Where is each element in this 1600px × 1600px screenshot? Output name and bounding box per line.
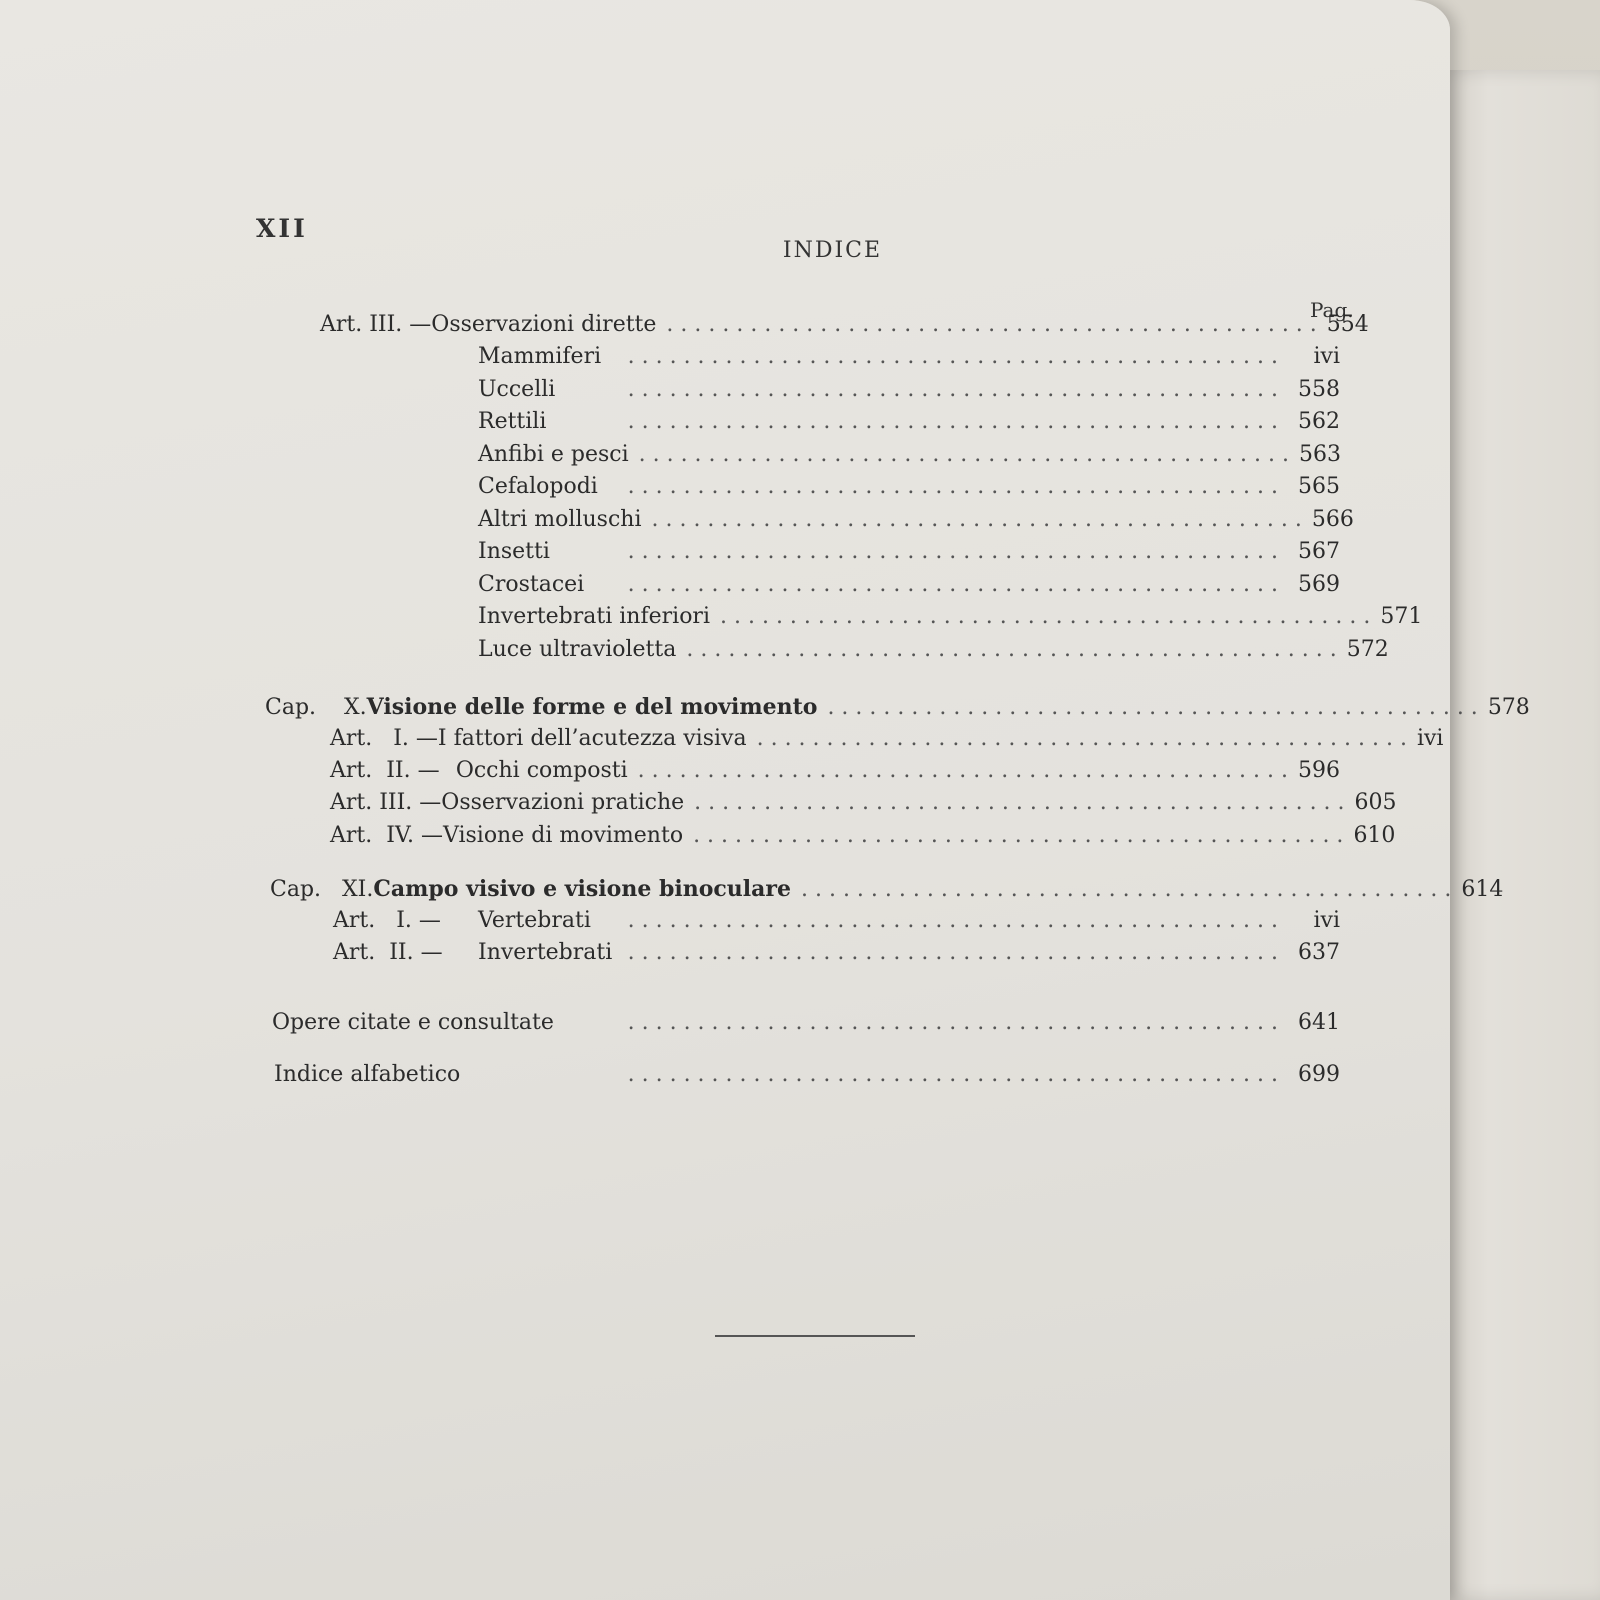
toc-entry-page: 596 (1298, 758, 1340, 783)
dot-leader: . . . . . . . . . . . . . . . . . . . . . . . . . . . . . . . . . . . . . . . . . . . . . . . (627, 908, 1278, 933)
toc-entry-title: Osservazioni dirette (431, 312, 657, 337)
dot-leader: . . . . . . . . . . . . . . . . . . . . . . . . . . . . . . . . . . . . . . . . . . . . . . . (686, 637, 1337, 662)
toc-entry-title: Uccelli (478, 377, 556, 402)
toc-entry-page: ivi (1313, 344, 1340, 369)
toc-entry-subsection (478, 539, 1340, 569)
toc-entry-prefix: Art. I. — (330, 726, 438, 751)
toc-entry-title: Opere citate e consultate (272, 1010, 554, 1035)
toc-entry-prefix: Cap. X. (265, 695, 367, 720)
toc-entry-subsection (478, 604, 1423, 634)
toc-entry-page: 699 (1298, 1062, 1340, 1087)
toc-entry-title: Cefalopodi (478, 474, 598, 499)
toc-entry-title: Crostacei (478, 572, 585, 597)
toc-entry-page: 566 (1311, 507, 1354, 532)
toc-entry-backmatter (272, 1010, 1340, 1040)
dot-leader: . . . . . . . . . . . . . . . . . . . . . . . . . . . . . . . . . . . . . . . . . . . . . . . (666, 312, 1317, 337)
end-rule (715, 1335, 915, 1337)
toc-entry-chapter (265, 694, 1530, 724)
dot-leader: . . . . . . . . . . . . . . . . . . . . . . . . . . . . . . . . . . . . . . . . . . . . . . . (827, 695, 1478, 720)
dot-leader: . . . . . . . . . . . . . . . . . . . . . . . . . . . . . . . . . . . . . . . . . . . . . . . (720, 604, 1371, 629)
toc-entry-subsection (478, 409, 1340, 439)
toc-entry-title: Luce ultravioletta (478, 637, 677, 662)
toc-entry-article (330, 790, 1397, 820)
toc-entry-page: 562 (1298, 409, 1340, 434)
dot-leader: . . . . . . . . . . . . . . . . . . . . . . . . . . . . . . . . . . . . . . . . . . . . . . . (627, 474, 1278, 499)
dot-leader: . . . . . . . . . . . . . . . . . . . . . . . . . . . . . . . . . . . . . . . . . . . . . . . (627, 1062, 1278, 1087)
toc-entry-title: Occhi composti (455, 758, 628, 783)
dot-leader: . . . . . . . . . . . . . . . . . . . . . . . . . . . . . . . . . . . . . . . . . . . . . . . (756, 726, 1407, 751)
dot-leader: . . . . . . . . . . . . . . . . . . . . . . . . . . . . . . . . . . . . . . . . . . . . . . . (627, 344, 1278, 369)
toc-entry-page: 554 (1326, 312, 1369, 337)
dot-leader: . . . . . . . . . . . . . . . . . . . . . . . . . . . . . . . . . . . . . . . . . . . . . . . (627, 1010, 1278, 1035)
toc-entry-article (333, 908, 1340, 938)
dot-leader: . . . . . . . . . . . . . . . . . . . . . . . . . . . . . . . . . . . . . . . . . . . . . . . (638, 442, 1289, 467)
toc-entry-prefix: Art. III. — (330, 790, 442, 815)
toc-entry-title: Vertebrati (478, 908, 591, 933)
dot-leader: . . . . . . . . . . . . . . . . . . . . . . . . . . . . . . . . . . . . . . . . . . . . . . . (637, 758, 1288, 783)
toc-entry-page: 558 (1298, 377, 1340, 402)
toc-entry-article (330, 758, 1340, 788)
running-head: INDICE (782, 238, 883, 263)
toc-entry-title: Insetti (478, 539, 550, 564)
toc-entry-article (320, 312, 1369, 342)
toc-entry-page: 578 (1487, 695, 1530, 720)
toc-entry-prefix: Art. II. — (333, 940, 443, 965)
toc-entry-page: 614 (1461, 877, 1504, 902)
toc-entry-page: ivi (1313, 908, 1340, 933)
toc-entry-subsection (478, 377, 1340, 407)
dot-leader: . . . . . . . . . . . . . . . . . . . . . . . . . . . . . . . . . . . . . . . . . . . . . . . (627, 377, 1278, 402)
toc-entry-page: 572 (1346, 637, 1389, 662)
toc-entry-subsection (478, 474, 1340, 504)
toc-entry-subsection (478, 507, 1354, 537)
toc-entry-page: 637 (1298, 940, 1340, 965)
dot-leader: . . . . . . . . . . . . . . . . . . . . . . . . . . . . . . . . . . . . . . . . . . . . . . . (694, 790, 1345, 815)
toc-entry-prefix: Art. I. — (333, 908, 441, 933)
toc-entry-title: Campo visivo e visione binoculare (373, 876, 791, 902)
toc-entry-page: 610 (1353, 823, 1396, 848)
toc-entry-page: 563 (1298, 442, 1341, 467)
toc-entry-page: 565 (1298, 474, 1340, 499)
toc-entry-title: Indice alfabetico (274, 1062, 461, 1087)
toc-entry-page: 641 (1298, 1010, 1340, 1035)
toc-entry-page: 571 (1380, 604, 1423, 629)
toc-entry-title: Invertebrati inferiori (478, 604, 710, 629)
dot-leader: . . . . . . . . . . . . . . . . . . . . . . . . . . . . . . . . . . . . . . . . . . . . . . . (627, 572, 1278, 597)
toc-entry-title: Osservazioni pratiche (441, 790, 685, 815)
toc-entry-subsection (478, 344, 1340, 374)
toc-entry-page: ivi (1416, 726, 1444, 751)
page-number: XII (256, 214, 308, 243)
toc-entry-subsection (478, 572, 1340, 602)
toc-entry-title: I fattori dell’acutezza visiva (437, 726, 747, 751)
toc-entry-prefix: Art. II. — (330, 758, 440, 783)
toc-entry-title: Visione di movimento (442, 823, 684, 848)
toc-entry-prefix: Art. IV. — (330, 823, 443, 848)
dot-leader: . . . . . . . . . . . . . . . . . . . . . . . . . . . . . . . . . . . . . . . . . . . . . . . (627, 539, 1278, 564)
dot-leader: . . . . . . . . . . . . . . . . . . . . . . . . . . . . . . . . . . . . . . . . . . . . . . . (627, 409, 1278, 434)
toc-entry-title: Anfibi e pesci (478, 442, 629, 467)
toc-entry-page: 569 (1298, 572, 1340, 597)
page-column-label: Pag. (1310, 298, 1354, 322)
dot-leader: . . . . . . . . . . . . . . . . . . . . . . . . . . . . . . . . . . . . . . . . . . . . . . . (651, 507, 1302, 532)
toc-entry-article (330, 823, 1396, 853)
dot-leader: . . . . . . . . . . . . . . . . . . . . . . . . . . . . . . . . . . . . . . . . . . . . . . . (693, 823, 1344, 848)
toc-entry-article (333, 940, 1340, 970)
toc-entry-chapter (270, 876, 1504, 906)
toc-entry-subsection (478, 637, 1389, 667)
toc-entry-page: 605 (1354, 790, 1397, 815)
toc-entry-title: Visione delle forme e del movimento (366, 694, 818, 720)
toc-entry-prefix: Art. III. — (320, 312, 432, 337)
toc-entry-subsection (478, 442, 1340, 472)
toc-entry-page: 567 (1298, 539, 1340, 564)
toc-entry-title: Mammiferi (478, 344, 602, 369)
toc-entry-backmatter (274, 1062, 1340, 1092)
toc-entry-title: Altri molluschi (478, 507, 642, 532)
toc-entry-title: Invertebrati (478, 940, 613, 965)
dot-leader: . . . . . . . . . . . . . . . . . . . . . . . . . . . . . . . . . . . . . . . . . . . . . . . (800, 877, 1452, 902)
toc-entry-prefix: Cap. XI. (270, 877, 374, 902)
toc-entry-title: Rettili (478, 409, 547, 434)
toc-entry-article (330, 726, 1444, 756)
facing-page-edge (1440, 70, 1600, 1600)
dot-leader: . . . . . . . . . . . . . . . . . . . . . . . . . . . . . . . . . . . . . . . . . . . . . . . (627, 940, 1278, 965)
